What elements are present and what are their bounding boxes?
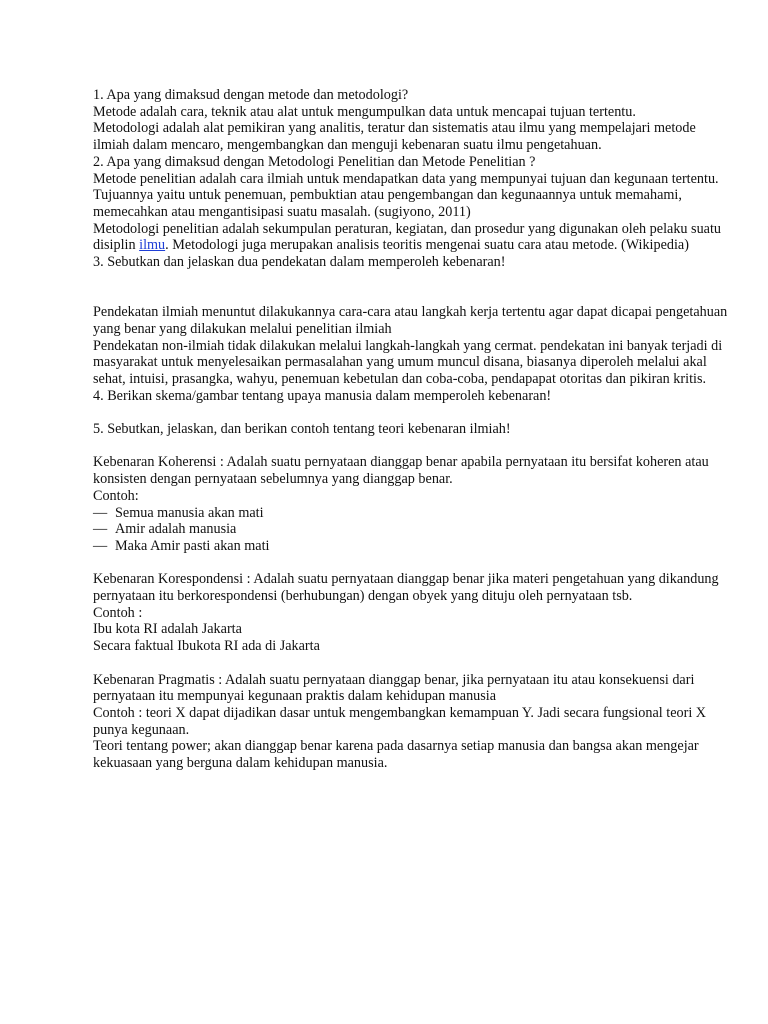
korespondensi-contoh-label: Contoh : <box>93 604 143 621</box>
koherensi-item <box>93 538 733 555</box>
answer-2-metodologi-penelitian <box>93 221 733 254</box>
koherensi-item-text: Amir adalah manusia <box>115 521 237 538</box>
dash-bullet: — <box>93 521 108 538</box>
korespondensi-example-2: Secara faktual Ibukota RI ada di Jakarta <box>93 638 320 655</box>
answer-2-text-after-link: . Metodologi juga merupakan analisis teoritis mengenai suatu cara atau metode. (Wikipedia) <box>165 237 689 254</box>
spacer <box>93 555 733 572</box>
answer-1-metode: Metode adalah cara, teknik atau alat untuk mengumpulkan data untuk mencapai tujuan tertentu. <box>93 103 636 120</box>
dash-bullet: — <box>93 537 108 554</box>
spacer <box>93 438 733 455</box>
spacer <box>93 271 733 304</box>
koherensi-contoh-label: Contoh: <box>93 487 139 504</box>
spacer <box>93 655 733 672</box>
answer-1-metodologi: Metodologi adalah alat pemikiran yang analitis, teratur dan sistematis atau ilmu yang mempelajari metode ilmiah dalam mencaro, mengembangkan dan menguji kebenaran suatu ilmu pengetahuan. <box>93 120 696 154</box>
answer-3-non-ilmiah: Pendekatan non-ilmiah tidak dilakukan melalui langkah-langkah yang cermat. pendekatan ini banyak terjadi di masyarakat untuk menyelesaikan permasalahan yang umum muncul disana, biasanya diperoleh melalui akal sehat, intuisi, prasangka, wahyu, penemuan kebetulan dan coba-coba, pendapapat otoritas dan pikiran kritis. <box>93 337 723 387</box>
document-body <box>93 87 733 772</box>
koherensi-item <box>93 505 733 522</box>
answer-3-ilmiah: Pendekatan ilmiah menuntut dilakukannya cara-cara atau langkah kerja tertentu agar dapat dicapai pengetahuan yang benar yang dilakukan melalui penelitian ilmiah <box>93 304 728 337</box>
question-4: 4. Berikan skema/gambar tentang upaya manusia dalam memperoleh kebenaran! <box>93 387 552 404</box>
answer-2-text-before-link: Metodologi penelitian adalah sekumpulan peraturan, kegiatan, dan prosedur yang digunakan oleh pelaku suatu disiplin <box>93 220 721 254</box>
answer-2-metode-penelitian: Metode penelitian adalah cara ilmiah untuk mendapatkan data yang mempunyai tujuan dan kegunaan tertentu. Tujuannya yaitu untuk penemuan, pembuktian atau pengembangan dan kegunaannya untuk memahami, memecahkan atau mengantisipasi suatu masalah. (sugiyono, 2011) <box>93 170 719 220</box>
pragmatis-contoh: Contoh : teori X dapat dijadikan dasar untuk mengembangkan kemampuan Y. Jadi secara fungsional teori X punya kegunaan. <box>93 704 707 738</box>
koherensi-definition: Kebenaran Koherensi : Adalah suatu pernyataan dianggap benar apabila pernyataan itu bersifat koheren atau konsisten dengan pernyataan sebelumnya yang dianggap benar. <box>93 454 709 488</box>
question-5: 5. Sebutkan, jelaskan, dan berikan contoh tentang teori kebenaran ilmiah! <box>93 421 511 438</box>
spacer <box>93 404 733 421</box>
koherensi-item-text: Semua manusia akan mati <box>115 504 264 521</box>
pragmatis-definition: Kebenaran Pragmatis : Adalah suatu pernyataan dianggap benar, jika pernyataan itu atau konsekuensi dari pernyataan itu mempunyai kegunaan praktis dalam kehidupan manusia <box>93 671 695 705</box>
korespondensi-definition: Kebenaran Korespondensi : Adalah suatu pernyataan dianggap benar jika materi pengetahuan yang dikandung pernyataan itu berkorespondensi (berhubungan) dengan obyek yang dituju oleh pernyataan tsb. <box>93 571 719 605</box>
question-1: 1. Apa yang dimaksud dengan metode dan metodologi? <box>93 87 409 103</box>
dash-bullet: — <box>93 504 108 521</box>
question-2: 2. Apa yang dimaksud dengan Metodologi Penelitian dan Metode Penelitian ? <box>93 153 536 170</box>
pragmatis-power: Teori tentang power; akan dianggap benar karena pada dasarnya setiap manusia dan bangsa akan mengejar kekuasaan yang berguna dalam kehidupan manusia. <box>93 738 699 772</box>
ilmu-link[interactable]: ilmu <box>139 237 166 254</box>
korespondensi-example-1: Ibu kota RI adalah Jakarta <box>93 621 242 638</box>
koherensi-item-text: Maka Amir pasti akan mati <box>115 537 270 554</box>
koherensi-item <box>93 521 733 538</box>
question-3: 3. Sebutkan dan jelaskan dua pendekatan dalam memperoleh kebenaran! <box>93 254 506 271</box>
